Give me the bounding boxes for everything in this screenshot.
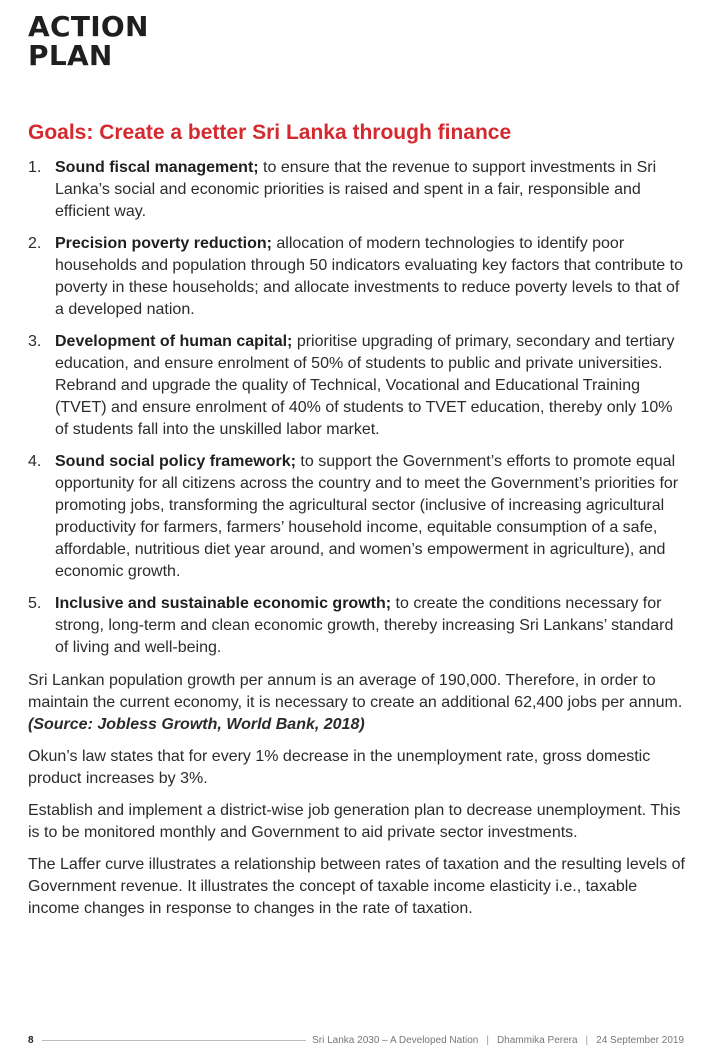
list-item xyxy=(28,593,688,659)
list-item-title: Inclusive and sustainable economic growth; xyxy=(55,595,392,612)
list-item-text: to support the Government’s efforts to promote equal opportunity for all citizens across the country and to meet the Government’s priorities for promoting jobs, transforming the agricultural sector (inclusive of increasing agricultural productivity for farmers, farmers’ household income, equitable consumption of a safe, affordable, nutritious diet year around, and women’s empowerment in agriculture), and economic growth. xyxy=(55,453,679,580)
list-item-title: Development of human capital; xyxy=(55,333,293,350)
page-title-line-1: ACTION xyxy=(28,10,149,43)
goals-label: Goals: xyxy=(28,121,94,144)
list-item-title: Precision poverty reduction; xyxy=(55,235,272,252)
paragraph-job-plan: Establish and implement a district-wise job generation plan to decrease unemployment. This is to be monitored monthly and Government to aid private sector investments. xyxy=(28,802,681,841)
footer-date: 24 September 2019 xyxy=(596,1035,684,1046)
list-item xyxy=(28,451,688,583)
list-item xyxy=(28,233,688,321)
list-item-text: allocation of modern technologies to identify poor households and population through 50 indicators evaluating key factors that contribute to poverty in these households; and allocate investments to reduce poverty levels to that of a developed nation. xyxy=(55,235,683,318)
list-item-title: Sound social policy framework; xyxy=(55,453,296,470)
page-number: 8 xyxy=(28,1035,34,1046)
list-item-title: Sound fiscal management; xyxy=(55,159,259,176)
paragraph-okuns-law: Okun’s law states that for every 1% decrease in the unemployment rate, gross domestic product increases by 3%. xyxy=(28,748,651,787)
footer-separator: | xyxy=(486,1035,489,1046)
list-item xyxy=(28,331,688,441)
goals-heading xyxy=(28,119,511,147)
list-item-number: 5. xyxy=(28,595,42,612)
list-item-text: to ensure that the revenue to support investments in Sri Lanka’s social and economic priorities is raised and spent in a fair, responsible and efficient way. xyxy=(55,159,657,220)
body-paragraphs xyxy=(28,670,688,930)
page-title-line-2: PLAN xyxy=(28,39,113,72)
page-footer xyxy=(28,1035,684,1046)
goals-list xyxy=(28,157,688,669)
list-item-text: to create the conditions necessary for strong, long-term and clean economic growth, thereby increasing Sri Lankans’ standard of living and well-being. xyxy=(55,595,674,656)
list-item-text: prioritise upgrading of primary, secondary and tertiary education, and ensure enrolment of 50% of students to public and private universities. Rebrand and upgrade the quality of Technical, Vocational and Educational Training (TVET) and ensure enrolment of 40% of students to TVET education, thereby only 10% of students fall into the unskilled labor market. xyxy=(55,333,675,438)
footer-separator: | xyxy=(585,1035,589,1046)
footer-author: Dhammika Perera xyxy=(496,1035,578,1046)
paragraph-population-growth xyxy=(28,670,688,736)
paragraph-laffer-curve: The Laffer curve illustrates a relationship between rates of taxation and the resulting levels of Government revenue. It illustrates the concept of taxable income elasticity i.e., taxable income changes in response to changes in the rate of taxation. xyxy=(28,856,685,917)
list-item-number: 4. xyxy=(28,453,42,470)
list-item xyxy=(28,157,688,223)
source-citation: (Source: Jobless Growth, World Bank, 2018) xyxy=(28,716,365,733)
list-item-number: 1. xyxy=(28,159,42,176)
list-item-number: 2. xyxy=(28,235,42,252)
footer-publication: Sri Lanka 2030 – A Developed Nation xyxy=(312,1035,479,1046)
page-title xyxy=(28,12,149,70)
list-item-number: 3. xyxy=(28,333,42,350)
footer-rule xyxy=(42,1040,307,1041)
goals-text: Create a better Sri Lanka through finance xyxy=(99,121,512,144)
paragraph-text: Sri Lankan population growth per annum is an average of 190,000. Therefore, in order to maintain the current economy, it is necessary to create an additional 62,400 jobs per annum. xyxy=(28,672,683,711)
